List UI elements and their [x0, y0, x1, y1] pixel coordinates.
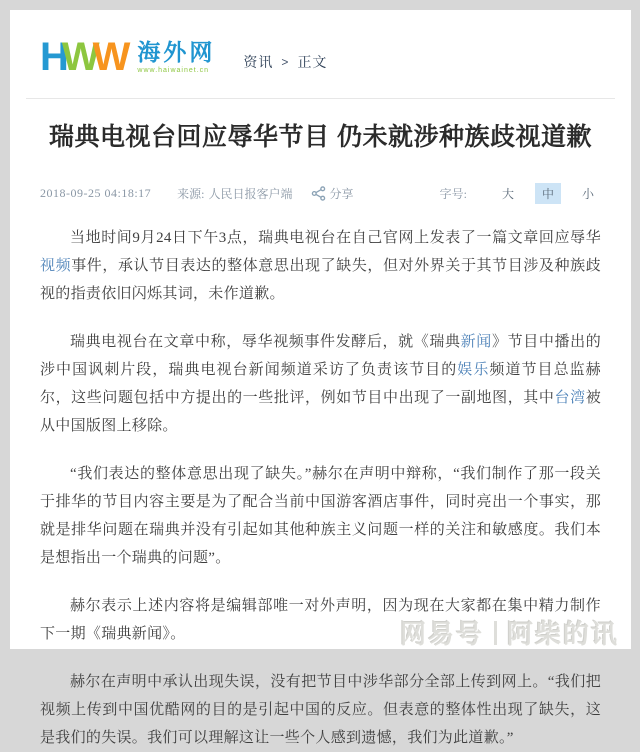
share-nodes-icon — [311, 186, 326, 201]
paragraph — [40, 668, 601, 752]
article-meta-bar — [40, 183, 601, 204]
paragraph — [40, 328, 601, 440]
inline-link[interactable]: 台湾 — [554, 390, 586, 406]
watermark-divider — [494, 621, 497, 645]
inline-link[interactable]: 视频 — [40, 258, 72, 274]
header-divider — [26, 98, 615, 99]
logo-letter-h: H — [40, 35, 62, 79]
text-segment: 瑞典电视台在文章中称，辱华视频事件发酵后，就《瑞典 — [70, 334, 461, 350]
share-button[interactable] — [311, 185, 354, 202]
text-segment: 事件，承认节目表达的整体意思出现了缺失，但对外界关于其节目涉及种族歧视的指责依旧闪烁其词，未作道歉。 — [40, 258, 601, 302]
text-segment: “我们表达的整体意思出现了缺失。”赫尔在声明中辩称，“我们制作了那一段关于排华的节目内容主要是为了配合当前中国游客酒店事件，同时亮出一个事实，那就是排华问题在瑞典并没有引起如其他种族主义问题一样的关注和敏感度。我们本是想指出一个瑞典的问题”。 — [40, 466, 601, 566]
source-name: 人民日报客户端 — [208, 187, 293, 201]
fontsize-option-small[interactable]: 小 — [581, 187, 594, 201]
logo-letter-w2: W — [92, 35, 124, 79]
text-segment: 当地时间9月24日下午3点，瑞典电视台在自己官网上发表了一篇文章回应辱华 — [70, 230, 601, 246]
logo-letters-hww — [40, 37, 137, 77]
text-segment: 》节目中播出的涉中国讽刺片段，瑞典电视台新闻频道采访了负责该节目的 — [40, 334, 601, 378]
text-segment: 赫尔表示上述内容将是编辑部唯一对外声明，因为现在大家都在集中精力制作下一期《瑞典新闻》。 — [40, 598, 601, 642]
article-body — [40, 224, 601, 752]
site-name: 海外网 — [137, 38, 216, 65]
inline-link[interactable]: 新闻 — [460, 334, 492, 350]
share-label: 分享 — [329, 187, 354, 201]
fontsize-option-medium[interactable]: 中 — [535, 183, 561, 204]
text-segment: 频道节目总监赫尔，这些问题包括中方提出的一些批评，例如节目中出现了一副地图，其中 — [40, 362, 601, 406]
watermark-brand: 网易号 — [399, 619, 484, 649]
source-label: 来源: — [177, 187, 205, 201]
fontsize-control — [440, 183, 601, 204]
site-name-block — [137, 38, 216, 74]
breadcrumb-current: 正文 — [297, 54, 328, 70]
breadcrumb-separator-icon: > — [281, 55, 290, 69]
article — [10, 117, 631, 752]
watermark — [400, 614, 619, 651]
inline-link[interactable]: 娱乐 — [457, 362, 490, 378]
article-title: 瑞典电视台回应辱华节目 仍未就涉种族歧视道歉 — [49, 123, 592, 151]
breadcrumb-section[interactable]: 资讯 — [243, 54, 274, 70]
text-segment: 被从中国版图上移除。 — [40, 390, 601, 434]
paragraph — [40, 460, 601, 572]
text-segment: 赫尔在声明中承认出现失误，没有把节目中涉华部分全部上传到网上。“我们把视频上传到中国优酷网的目的是引起中国的反应。但表意的整体性出现了缺失，这是我们的失误。我们可以理解这让一些个人感到遗憾，我们为此道歉。” — [40, 674, 601, 746]
page-card — [10, 10, 631, 746]
site-header — [10, 10, 631, 98]
breadcrumb — [243, 52, 327, 72]
publish-datetime: 2018-09-25 04:18:17 — [40, 186, 152, 200]
logo-letter-w1: W — [61, 35, 93, 79]
site-url: www.haiwainet.cn — [137, 66, 210, 74]
fontsize-label: 字号: — [439, 187, 467, 201]
watermark-account: 阿柴的讯 — [506, 619, 619, 649]
paragraph — [40, 224, 601, 308]
site-logo[interactable] — [40, 37, 215, 77]
fontsize-option-large[interactable]: 大 — [501, 187, 514, 201]
